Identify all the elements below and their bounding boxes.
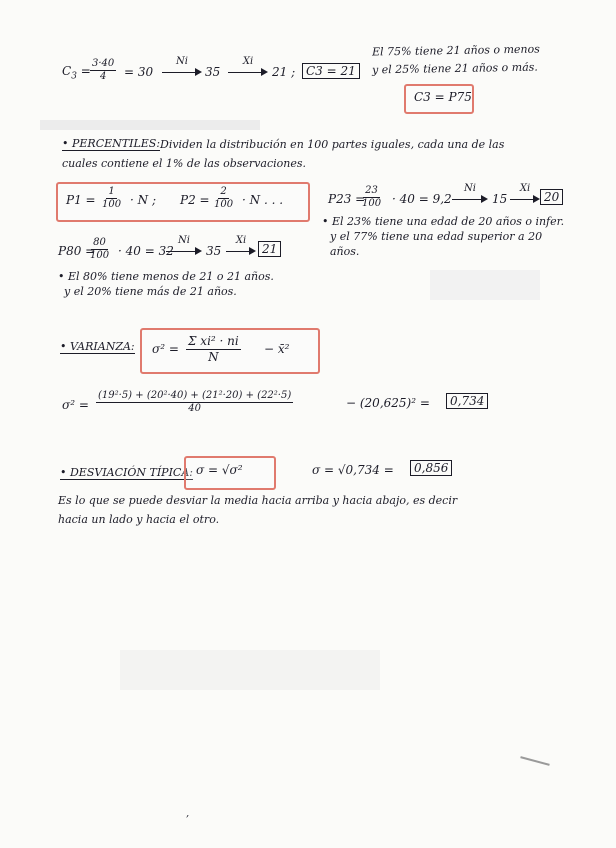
p23-result: 20 [540,189,563,205]
stray-mark: , [186,808,190,819]
percentiles-desc-2: cuales contiene el 1% de las observaciones. [62,157,307,170]
c3-result-box: C3 = 21 [302,63,360,79]
c3-lhs: $C_3$ = [62,64,91,82]
p23-tail: · 40 = 9,2 [392,192,452,206]
p80-fraction: $\frac{80}{100}$ [90,237,110,261]
p1-lhs: P1 = [66,193,96,207]
p1-tail: · N ; [130,193,156,207]
p23-ni-target: 15 [492,192,508,206]
varianza-calc-lhs: σ² = [62,398,89,412]
c3-xi-target: 21 ; [272,65,296,79]
p23-note-3: años. [330,245,360,258]
p23-lhs: P23 = [328,192,366,206]
desviacion-desc-1: Es lo que se puede desviar la media hacia arriba y hacia abajo, es decir [58,494,458,507]
p2-fraction: $\frac{2}{100}$ [214,186,234,210]
p80-note-2: y el 20% tiene más de 21 años. [64,285,237,298]
varianza-formula-fraction: $\frac{\text{Σ xi² · ni}}{N}$ [188,334,239,364]
show-through-mark [430,270,540,300]
p2-tail: · N . . . [242,193,284,207]
c3-note-2: y el 25% tiene 21 años o más. [371,60,538,77]
desviacion-heading: • DESVIACIÓN TÍPICA: [60,466,193,479]
desviacion-desc-2: hacia un lado y hacia el otro. [58,513,220,526]
p80-note-1: • El 80% tiene menos de 21 o 21 años. [58,270,274,283]
show-through-mark [40,120,260,130]
c3-note-1: El 75% tiene 21 años o menos [371,42,540,59]
varianza-result: 0,734 [446,393,488,409]
desviacion-calc: σ = √0,734 = [312,463,394,477]
varianza-calc-tail: − (20,625)² = [346,396,430,410]
c3-arrow-xi: Xi [228,66,268,78]
p23-note-2: y el 77% tiene una edad superior a 20 [330,230,543,243]
varianza-formula-tail: − x̄² [264,342,290,356]
varianza-formula-lhs: σ² = [152,342,179,356]
c3-p75-label: C3 = P75 [414,90,472,104]
p23-arrow-ni: Ni [452,193,488,205]
desviacion-result: 0,856 [410,460,452,476]
p80-lhs: P80 = [58,244,96,258]
show-through-mark [120,650,380,690]
p80-tail: · 40 = 32 [118,244,174,258]
p23-note-1: • El 23% tiene una edad de 20 años o infer. [322,215,565,228]
desviacion-formula: σ = √σ² [196,463,243,477]
varianza-heading: • VARIANZA: [60,340,135,353]
c3-fraction: $\frac{3\cdot 40}{4}$ [92,58,115,82]
p23-arrow-xi: Xi [510,193,540,205]
c3-arrow-ni: Ni [162,66,202,78]
c3-value-30: = 30 [124,65,154,79]
p1-fraction: $\frac{1}{100}$ [102,186,122,210]
percentiles-heading: • PERCENTILES: [62,137,161,150]
varianza-calc-fraction: $\frac{\text{(19²·5) + (20²·40) + (21²·20) + (22²·5)}}{40}$ [98,390,292,414]
p80-arrow-xi: Xi [226,245,256,257]
stray-mark [520,756,549,766]
percentiles-desc-1: Dividen la distribución en 100 partes iguales, cada una de las [160,138,505,151]
p80-ni-target: 35 [206,244,222,258]
p80-arrow-ni: Ni [166,245,202,257]
p80-result: 21 [258,241,281,257]
p23-fraction: $\frac{23}{100}$ [362,185,382,209]
c3-ni-target: 35 [205,65,221,79]
p2-lhs: P2 = [180,193,210,207]
